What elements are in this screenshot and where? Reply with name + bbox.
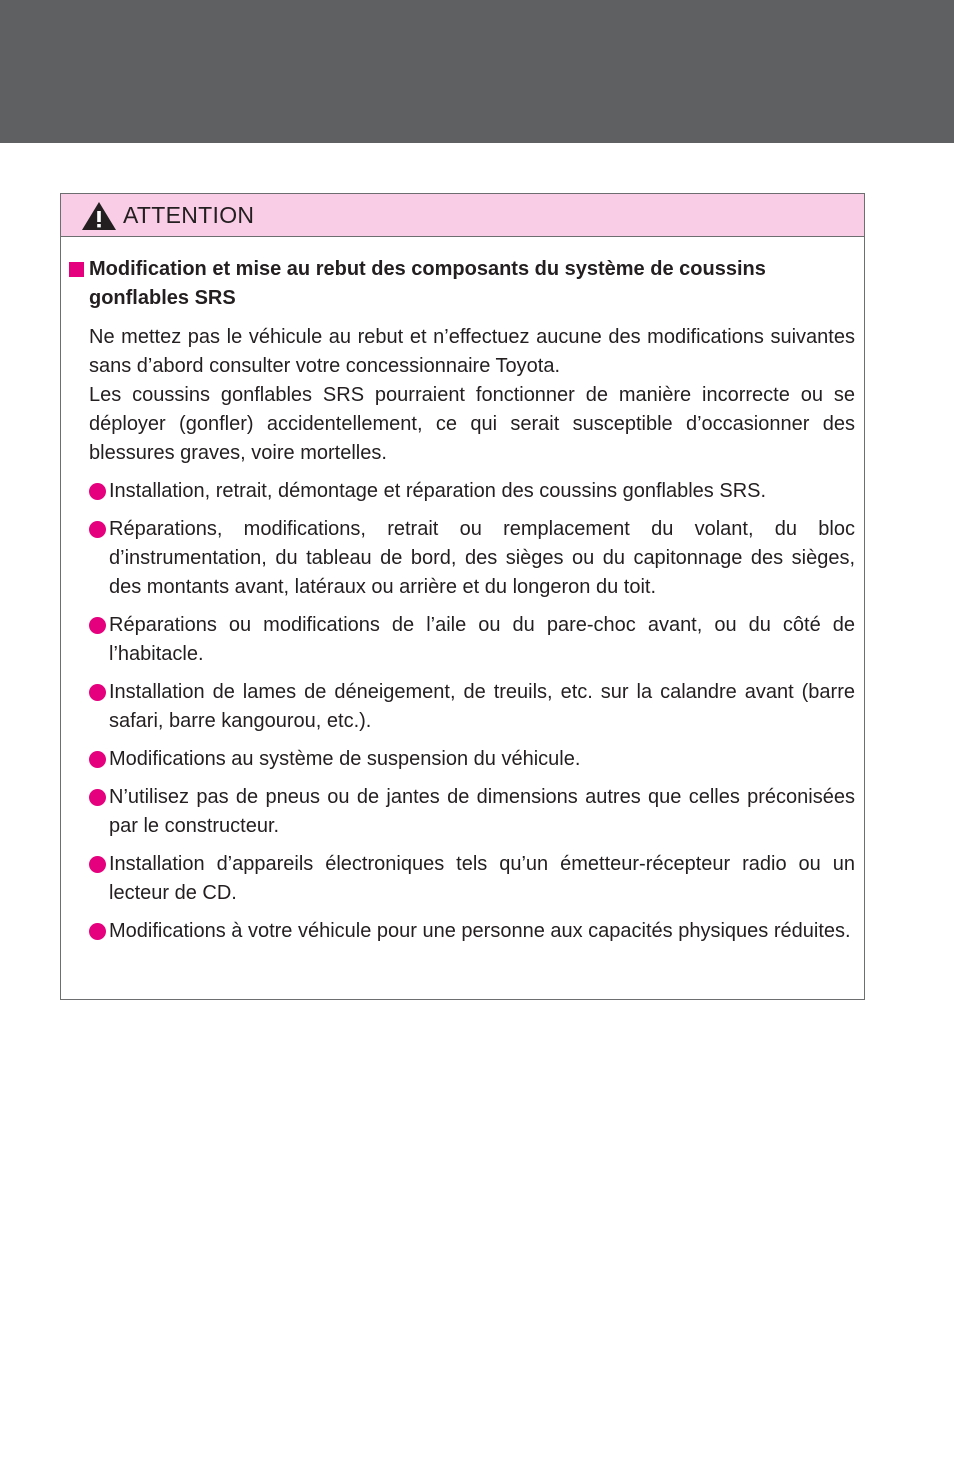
list-item-text: Installation de lames de déneigement, de treuils, etc. sur la calandre avant (barre safari, barre kangourou, etc.).	[109, 681, 855, 732]
list-item-text: Installation d’appareils électroniques tels qu’un émetteur-récepteur radio ou un lecteur de CD.	[109, 853, 855, 904]
list-item-text: Installation, retrait, démontage et réparation des coussins gonflables SRS.	[109, 480, 767, 502]
circle-bullet-icon	[89, 521, 106, 538]
section-title: Modification et mise au rebut des composants du système de coussins gonflables SRS	[89, 258, 766, 309]
list-item	[89, 850, 855, 908]
attention-content	[61, 237, 864, 946]
circle-bullet-icon	[89, 751, 106, 768]
list-item-text: N’utilisez pas de pneus ou de jantes de dimensions autres que celles préconisées par le constructeur.	[109, 786, 855, 837]
list-item	[89, 917, 855, 946]
intro-paragraph-1: Ne mettez pas le véhicule au rebut et n’effectuez aucune des modifications suivantes sans d’abord consulter votre concessionnaire Toyota.	[89, 326, 855, 377]
attention-title: ATTENTION	[123, 202, 255, 228]
list-item	[89, 745, 855, 774]
circle-bullet-icon	[89, 789, 106, 806]
circle-bullet-icon	[89, 923, 106, 940]
list-item-text: Modifications à votre véhicule pour une personne aux capacités physiques réduites.	[109, 920, 851, 942]
modification-list	[89, 477, 855, 946]
circle-bullet-icon	[89, 856, 106, 873]
list-item-text: Modifications au système de suspension du véhicule.	[109, 748, 581, 770]
list-item	[89, 783, 855, 841]
intro-paragraph-2: Les coussins gonflables SRS pourraient fonctionner de manière incorrecte ou se déployer (gonfler) accidentellement, ce qui serait susceptible d’occasionner des blessures graves, voire mortelles.	[89, 384, 855, 464]
section-heading	[69, 255, 855, 313]
list-item	[89, 611, 855, 669]
list-item-text: Réparations ou modifications de l’aile ou du pare-choc avant, ou du côté de l’habitacle.	[109, 614, 855, 665]
page-header-band	[0, 0, 954, 143]
list-item-text: Réparations, modifications, retrait ou remplacement du volant, du bloc d’instrumentation, du tableau de bord, des sièges ou du capitonnage des sièges, des montants avant, latéraux ou arrière et du longeron du toit.	[109, 518, 855, 598]
attention-header	[61, 194, 864, 237]
circle-bullet-icon	[89, 684, 106, 701]
circle-bullet-icon	[89, 483, 106, 500]
warning-triangle-icon	[81, 201, 117, 231]
square-bullet-icon	[69, 262, 84, 277]
circle-bullet-icon	[89, 617, 106, 634]
list-item	[89, 515, 855, 602]
list-item	[89, 678, 855, 736]
list-item	[89, 477, 855, 506]
attention-box	[60, 193, 865, 1000]
